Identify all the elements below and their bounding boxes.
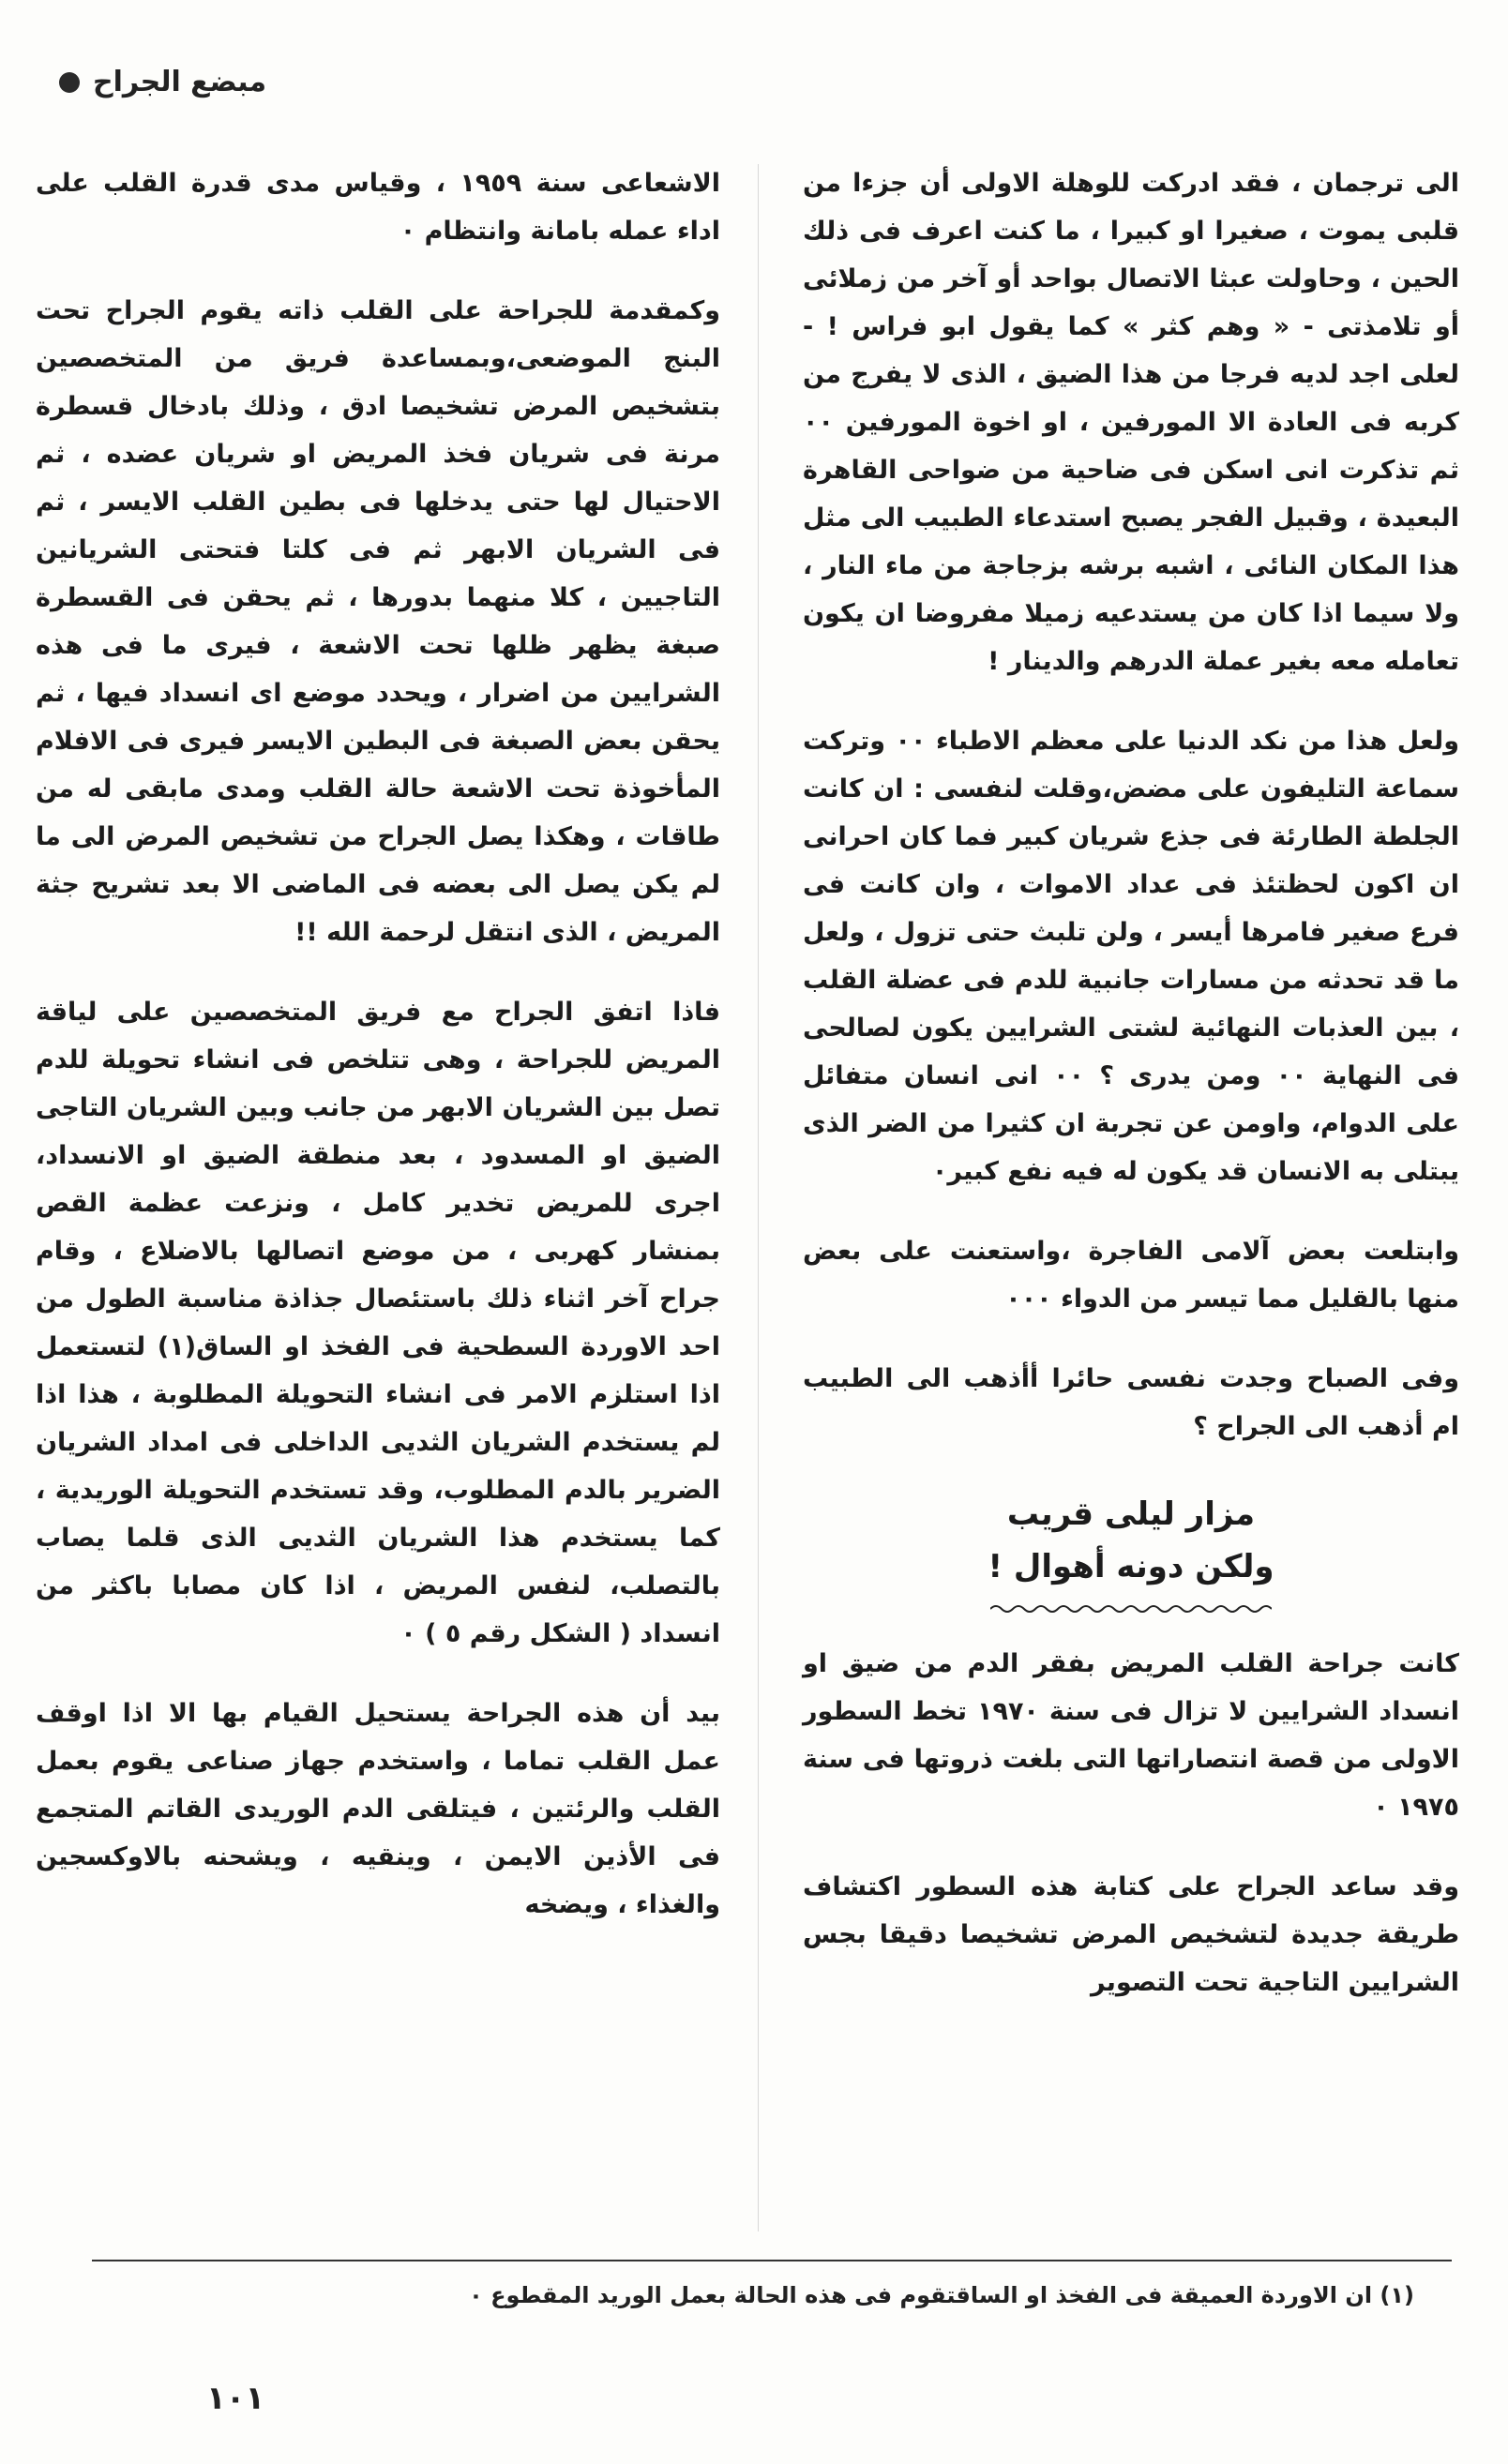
footnote: (١) ان الاوردة العميقة فى الفخذ او الساقتقوم فى هذه الحالة بعمل الوريد المقطوع ٠ [469,2282,1414,2308]
paragraph: وفى الصباح وجدت نفسى حائرا أأذهب الى الطبيب ام أذهب الى الجراح ؟ [803,1364,1459,1441]
paragraph: فاذا اتفق الجراح مع فريق المتخصصين على لياقة المريض للجراحة ، وهى تتلخص فى انشاء تحويلة للدم تصل بين الشريان الابهر من جانب وبين الشريان التاجى الضيق او المسدود ، بعد منطقة الضيق او الانسداد، اجرى للمريض تخدير كامل ، ونزعت عظمة القص بمنشار كهربى ، من موضع اتصالها بالاضلاع ، وقام جراح آخر اثناء ذلك باستئصال جذاذة مناسبة الطول من احد الاوردة السطحية فى الفخذ او الساق(١) لتستعمل اذا استلزم الامر فى انشاء التحويلة المطلوبة ، هذا اذا لم يستخدم الشريان الثديى الداخلى فى امداد الشريان الضرير بالدم المطلوب، وقد تستخدم التحويلة الوريدية ، كما يستخدم هذا الشريان الثديى الذى قلما يصاب بالتصلب، لنفس المريض ، اذا كان مصابا باكثر من انسداد ( الشكل رقم ٥ ) ٠ [36,998,720,1648]
paragraph: كانت جراحة القلب المريض بفقر الدم من ضيق او انسداد الشرايين لا تزال فى سنة ١٩٧٠ تخط السطور الاولى من قصة انتصاراتها التى بلغت ذروتها فى سنة ١٩٧٥ ٠ [803,1649,1460,1822]
running-header-title: مبضع الجراح [93,66,267,98]
paragraph: وابتلعت بعض آلامى الفاجرة ،واستعنت على بعض منها بالقليل مما تيسر من الدواء ٠٠٠ [803,1237,1459,1314]
right-text-column [803,159,1459,2038]
footnote-rule [92,2260,1452,2261]
paragraph: بيد أن هذه الجراحة يستحيل القيام بها الا اذا اوقف عمل القلب تماما ، واستخدم جهاز صناعى يقوم بعمل القلب والرئتين ، فيتلقى الدم الوريدى القاتم المتجمع فى الأذين الايمن ، وينقيه ، ويشحنه بالاوكسجين والغذاء ، ويضخه [36,1699,720,1919]
subheading-line: مزار ليلى قريب [1006,1495,1256,1533]
page-number: ١٠١ [206,2380,265,2417]
paragraph: الاشعاعى سنة ١٩٥٩ ، وقياس مدى قدرة القلب على اداء عمله بامانة وانتظام ٠ [36,169,720,246]
subheading-line: ولكن دونه أهوال ! [988,1548,1274,1585]
paragraph: وقد ساعد الجراح على كتابة هذه السطور اكتشاف طريقة جديدة لتشخيص المرض تشخيصا دقيقا بجس الشرايين التاجية تحت التصوير [803,1872,1459,1997]
left-text-column [36,159,720,1961]
paragraph: وكمقدمة للجراحة على القلب ذاته يقوم الجراح تحت البنج الموضعى،وبمساعدة فريق من المتخصصين بتشخيص المرض تشخيصا ادق ، وذلك بادخال قسطرة مرنة فى شريان فخذ المريض او شريان عضده ، ثم الاحتيال لها حتى يدخلها فى بطين القلب الايسر ، ثم فى الشريان الابهر ثم فى كلتا فتحتى الشريانين التاجيين ، كلا منهما بدورها ، ثم يحقن فى القسطرة صبغة يظهر ظلها تحت الاشعة ، فيرى ما فى هذه الشرايين من اضرار ، ويحدد موضع اى انسداد فيها ، ثم يحقن بعض الصبغة فى البطين الايسر فيرى فى الافلام المأخوذة تحت الاشعة حالة القلب ومدى مابقى له من طاقات ، وهكذا يصل الجراح من تشخيص المرض الى ما لم يكن يصل الى بعضه فى الماضى الا بعد تشريح جثة المريض ، الذى انتقل لرحمة الله !! [36,296,720,947]
paragraph: الى ترجمان ، فقد ادركت للوهلة الاولى أن جزءا من قلبى يموت ، صغيرا او كبيرا ، ما كنت اعرف فى ذلك الحين ، وحاولت عبثا الاتصال بواحد أو آخر من زملائى أو تلامذتى - « وهم كثر » كما يقول ابو فراس ! - لعلى اجد لديه فرجا من هذا الضيق ، الذى لا يفرج من كربه فى العادة الا المورفين ، او اخوة المورفين ٠٠ ثم تذكرت انى اسكن فى ضاحية من ضواحى القاهرة البعيدة ، وقبيل الفجر يصبح استدعاء الطبيب الى مثل هذا المكان النائى ، اشبه برشه بزجاجة من ماء النار ، ولا سيما اذا كان من يستدعيه زميلا مفروضا ان يكون تعامله معه بغير عملة الدرهم والدينار ! [803,169,1459,676]
column-gutter [758,164,759,2231]
wavy-divider-icon [990,1602,1272,1615]
paragraph: ولعل هذا من نكد الدنيا على معظم الاطباء ٠٠ وتركت سماعة التليفون على مضض،وقلت لنفسى : ان كانت الجلطة الطارئة فى جذع شريان كبير فما كان احرانى ان اكون لحظتئذ فى عداد الاموات ، وان كانت فى فرع صغير فامرها أيسر ، ولن تلبث حتى تزول ، ولعل ما قد تحدثه من مسارات جانبية للدم فى عضلة القلب ، بين العذبات النهائية لشتى الشرايين يكون لصالحى فى النهاية ٠٠ ومن يدرى ؟ ٠٠ انى انسان متفائل على الدوام، واومن عن تجربة ان كثيرا من الضر الذى يبتلى به الانسان قد يكون له فيه نفع كبير٠ [803,727,1460,1186]
bullet-icon [59,72,80,93]
running-header [59,66,340,98]
section-subheading [803,1488,1459,1593]
